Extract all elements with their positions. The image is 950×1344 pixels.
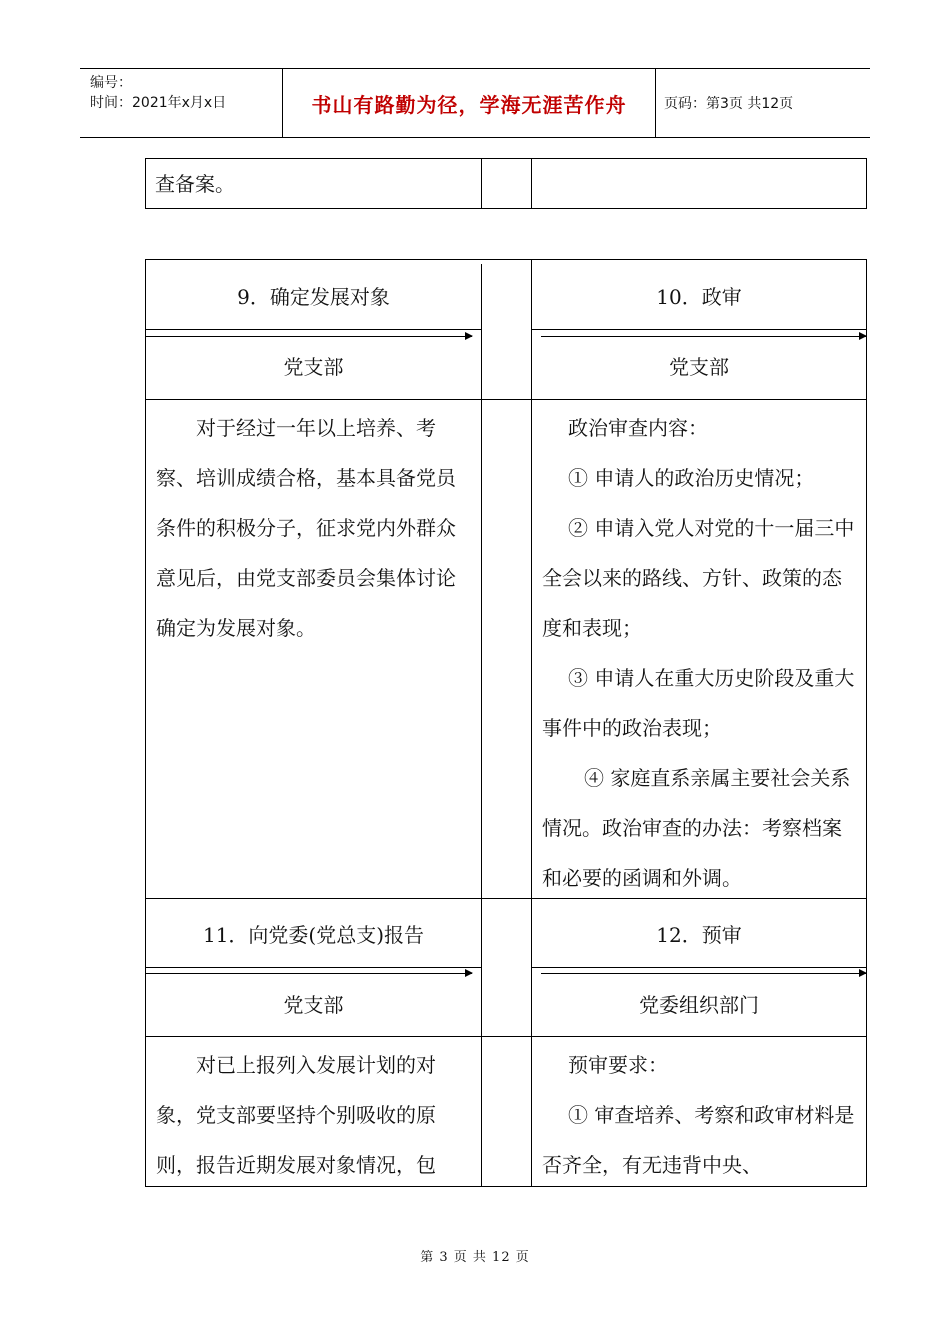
serial-label: 编号： [90,75,132,91]
continued-table [145,158,867,209]
continued-cell-text: 查备案。 [155,172,235,196]
step-12-body [542,1040,860,1190]
row-separator [146,1036,866,1037]
step-10-paragraph: ③ 申请人在重大历史阶段及重大事件中的政治表现； [542,666,855,740]
arrow-icon [541,336,866,337]
step-12-dept: 党委组织部门 [639,993,759,1017]
step-10-body [542,403,860,903]
step-9-dept: 党支部 [283,355,344,379]
arrow-icon [146,973,472,974]
table-divider [481,159,482,208]
step-12-title: 12．预审 [656,923,742,947]
steps-table [145,259,867,1187]
step-10-dept: 党支部 [669,355,729,379]
document-header [80,68,870,138]
step-10-paragraph: ② 申请入党人对党的十一届三中全会以来的路线、方针、政策的态度和表现； [542,516,855,640]
row-separator [532,329,866,330]
step-11-body [156,1040,471,1190]
step-10-title: 10．政审 [656,285,742,309]
header-motto: 书山有路勤为径，学海无涯苦作舟 [311,92,627,117]
step-10-paragraph: ① 申请人的政治历史情况； [568,466,815,490]
arrow-icon [541,973,866,974]
header-meta [90,73,226,113]
step-12-paragraph: ① 审查培养、考察和政审材料是否齐全，有无违背中央、 [542,1103,855,1177]
row-separator [532,967,866,968]
page-info: 页码：第3页 共12页 [664,96,794,112]
row-separator [146,898,866,899]
row-separator [146,967,481,968]
row-separator [146,399,866,400]
step-11-dept: 党支部 [283,993,344,1017]
step-9-paragraph: 对于经过一年以上培养、考察、培训成绩合格，基本具备党员条件的积极分子，征求党内外群众意见后，由党支部委员会集体讨论确定为发展对象。 [156,416,456,640]
step-11-paragraph: 对已上报列入发展计划的对象，党支部要坚持个别吸收的原则，报告近期发展对象情况，包 [156,1053,436,1177]
step-9-body [156,403,471,653]
row-separator [146,329,481,330]
step-11-title: 11．向党委(党总支)报告 [202,923,425,947]
step-12-paragraph: 预审要求： [568,1053,668,1077]
table-divider [481,264,482,1186]
header-divider [655,69,656,137]
step-10-paragraph: 政治审查内容： [568,416,708,440]
table-divider [531,159,532,208]
step-10-paragraph: ④ 家庭直系亲属主要社会关系情况。政治审查的办法：考察档案和必要的函调和外调。 [542,766,851,890]
arrow-icon [146,336,472,337]
step-9-title: 9．确定发展对象 [237,285,390,309]
page-footer: 第 3 页 共 12 页 [420,1250,530,1265]
time-label: 时间：2021年x月x日 [90,95,227,111]
